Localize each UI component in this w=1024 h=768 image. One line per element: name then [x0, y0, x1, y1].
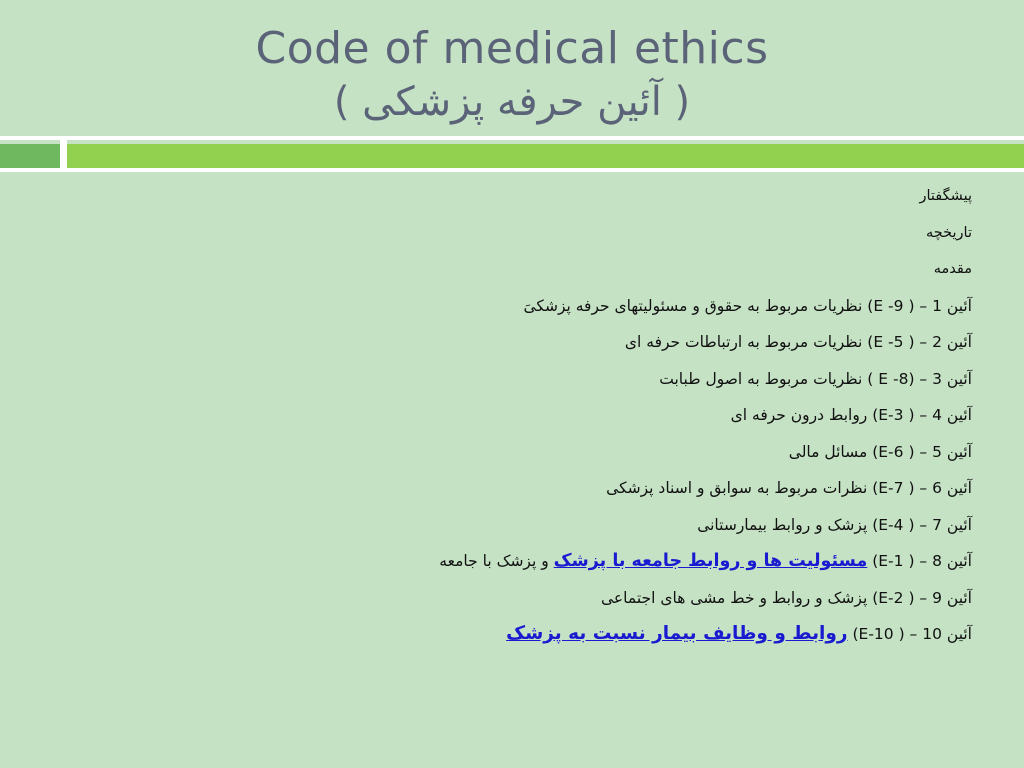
toc-item-code-4: آئین 4 – ( E-3) روابط درون حرفه ای: [730, 406, 972, 424]
band-white-gap: [60, 140, 67, 168]
toc-item-code-7: آئین 7 – ( E-4) پزشک و روابط بیمارستانی: [697, 515, 972, 534]
toc-item-code-8-prefix: آئین 8 – ( E-1): [867, 552, 972, 570]
toc-item-code-10: [212, 618, 972, 655]
toc-item-preface: پیشگفتار: [919, 188, 972, 204]
title-english: Code of medical ethics: [255, 23, 769, 74]
title-persian: ( آئین حرفه پزشکی ): [333, 79, 691, 125]
band-white-line-top: [0, 136, 1024, 140]
table-of-contents: [212, 180, 972, 655]
toc-link-code-10[interactable]: روابط و وظایف بیمار نسبت به پزشک: [506, 623, 848, 644]
toc-item-code-10-prefix: آئین 10 – ( E-10): [847, 625, 972, 643]
toc-link-code-8[interactable]: مسئولیت ها و روابط جامعه با پزشک: [553, 551, 868, 571]
toc-item-code-5: آئین 5 – ( E-6) مسائل مالی: [788, 442, 972, 461]
toc-item-code-9: آئین 9 – ( E-2) پزشک و روابط و خط مشی های اجتماعی: [601, 588, 972, 607]
toc-item-code-8: [212, 545, 972, 582]
toc-item-history: تاریخچه: [926, 224, 972, 241]
toc-item-code-1: آئین 1 – ( 9- E) نظریات مربوط به حقوق و مسئولیتهای حرفه پزشکیَ: [523, 296, 972, 315]
band-dark-green-block: [0, 144, 60, 168]
toc-item-code-3: آئین 3 – (8- E ) نظریات مربوط به اصول طبابت: [659, 369, 972, 388]
toc-item-code-6: آئین 6 – ( E-7) نظرات مربوط به سوابق و اسناد پزشکی: [606, 479, 972, 497]
toc-item-code-2: آئین 2 – ( 5- E) نظریات مربوط به ارتباطات حرفه ای: [624, 333, 972, 351]
toc-item-code-8-suffix: و پزشک با جامعه: [439, 552, 554, 570]
toc-item-introduction: مقدمه: [933, 261, 972, 277]
slide-title: [0, 20, 1024, 126]
band-white-line-bottom: [0, 168, 1024, 172]
band-light-green-bar: [67, 144, 1024, 168]
